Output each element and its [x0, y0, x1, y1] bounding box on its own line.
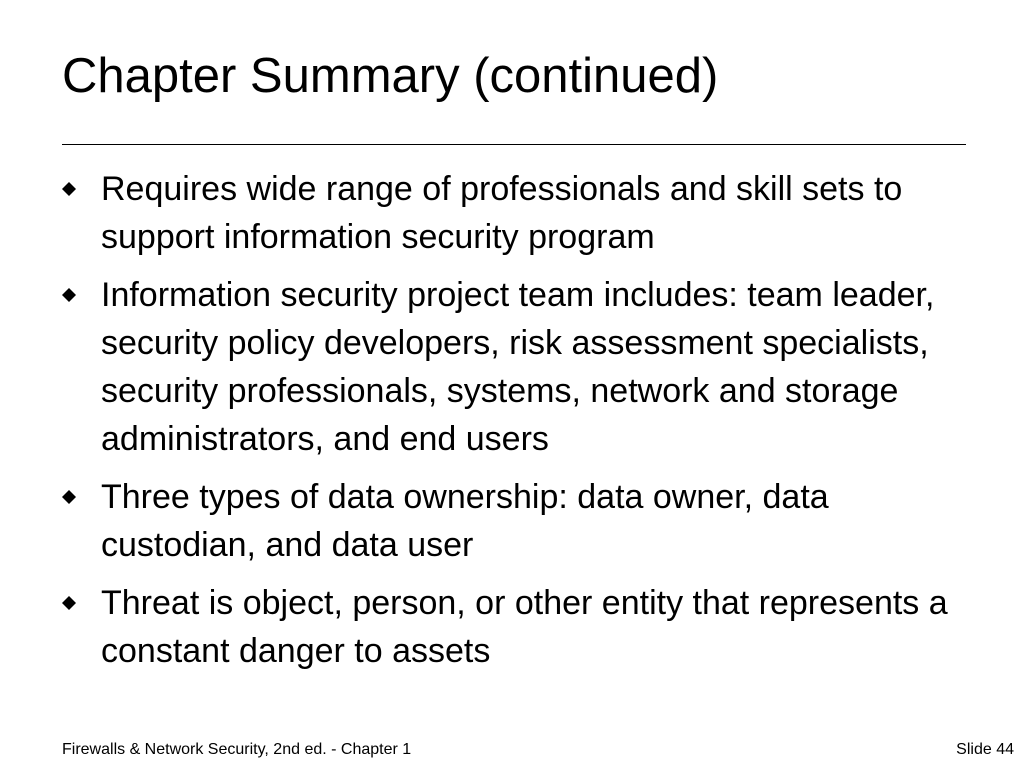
bullet-item [0, 579, 1024, 675]
diamond-icon [62, 490, 76, 504]
bullet-text: Three types of data ownership: data owner, data custodian, and data user [101, 478, 829, 564]
title-divider [62, 144, 966, 145]
slide-title: Chapter Summary (continued) [62, 49, 719, 103]
footer-course-title: Firewalls & Network Security, 2nd ed. - Chapter 1 [62, 741, 412, 758]
bullet-item [0, 165, 1024, 261]
bullet-text: Information security project team includes: team leader, security policy developers, risk assessment specialists, security professionals, systems, network and storage administrators, and end users [101, 276, 935, 458]
bullet-text: Requires wide range of professionals and skill sets to support information security program [101, 170, 903, 256]
bullet-item [0, 473, 1024, 569]
bullet-text: Threat is object, person, or other entity that represents a constant danger to assets [101, 584, 948, 670]
footer-slide-number: Slide 44 [956, 741, 1014, 758]
bullet-item [0, 271, 1024, 463]
diamond-icon [62, 596, 76, 610]
diamond-icon [62, 182, 76, 196]
diamond-icon [62, 288, 76, 302]
bullet-list [0, 165, 1024, 685]
